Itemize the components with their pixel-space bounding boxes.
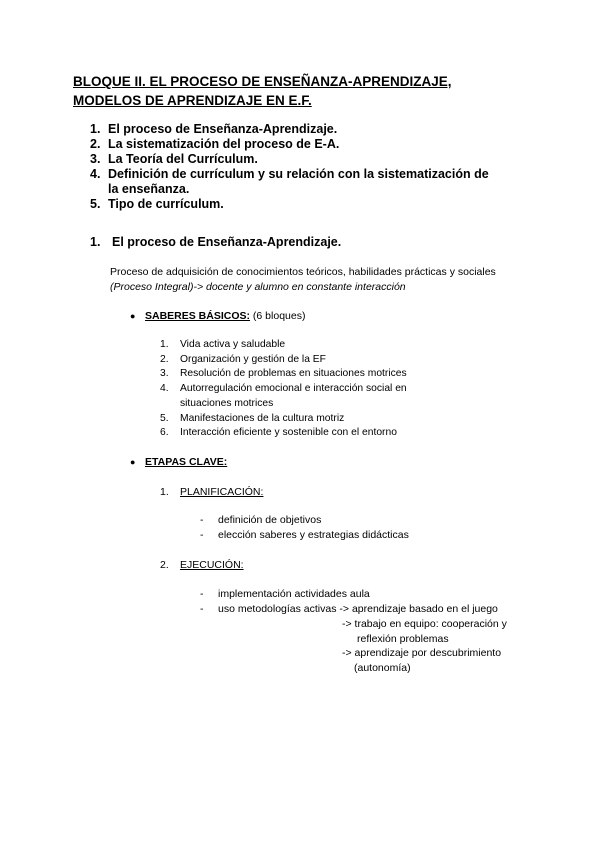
- saberes-label: SABERES BÁSICOS:: [145, 310, 251, 322]
- list-text: Autorregulación emocional e interacción social en situaciones motrices: [180, 383, 407, 409]
- stage-ejecucion: [160, 559, 244, 571]
- toc-text: Tipo de currículum.: [108, 197, 224, 211]
- intro-text: Proceso de adquisición de conocimientos teóricos, habilidades prácticas y sociales: [110, 266, 496, 278]
- toc-item: [90, 152, 490, 167]
- list-text: Resolución de problemas en situaciones motrices: [180, 368, 407, 380]
- list-number: 3.: [160, 368, 169, 380]
- bullet-icon: ●: [130, 457, 136, 467]
- stage-planificacion: [160, 486, 263, 498]
- list-number: 1.: [160, 339, 169, 350]
- dash-marker: -: [200, 603, 204, 615]
- stage-number: 2.: [160, 559, 169, 571]
- list-item: [160, 338, 520, 353]
- toc-text: El proceso de Enseñanza-Aprendizaje.: [108, 122, 338, 136]
- section-heading: [90, 235, 341, 249]
- sub-item-line: -> trabajo en equipo: cooperación y: [342, 618, 507, 630]
- saberes-heading: [130, 310, 305, 322]
- toc-number: 1.: [90, 122, 101, 136]
- document-title: [73, 72, 543, 110]
- list-item: [200, 529, 409, 541]
- toc-item: [90, 197, 490, 212]
- toc-number: 3.: [90, 152, 101, 166]
- list-number: 6.: [160, 427, 169, 439]
- sub-item-line: (autonomía): [354, 662, 411, 674]
- etapas-heading: [130, 456, 227, 468]
- sub-item-line: -> aprendizaje por descubrimiento: [342, 647, 502, 659]
- toc-number: 5.: [90, 197, 101, 211]
- list-number: 5.: [160, 412, 169, 424]
- list-item: [160, 367, 520, 382]
- stage-label: PLANIFICACIÓN:: [180, 486, 264, 498]
- toc-text: La sistematización del proceso de E-A.: [108, 137, 340, 151]
- title-line-1: BLOQUE II. EL PROCESO DE ENSEÑANZA-APRENDIZAJE,: [73, 74, 452, 89]
- toc-text: La Teoría del Currículum.: [108, 152, 258, 166]
- sub-item-descubrimiento: [342, 646, 501, 676]
- toc-item: [90, 122, 490, 137]
- saberes-list: [160, 338, 520, 441]
- list-item: [200, 603, 498, 615]
- list-text: Vida activa y saludable: [180, 339, 286, 350]
- toc-number: 4.: [90, 167, 101, 181]
- list-text: definición de objetivos: [218, 514, 322, 526]
- list-number: 4.: [160, 383, 169, 395]
- toc-item: [90, 167, 490, 197]
- toc-text: Definición de currículum y su relación con la sistematización de la enseñanza.: [108, 167, 489, 196]
- dash-marker: -: [200, 588, 204, 600]
- section-intro: [110, 265, 530, 295]
- list-item: [160, 426, 520, 441]
- list-item: [200, 588, 370, 600]
- etapas-label: ETAPAS CLAVE:: [145, 456, 228, 468]
- dash-marker: -: [200, 514, 204, 526]
- toc-item: [90, 137, 490, 152]
- toc-number: 2.: [90, 137, 101, 151]
- list-number: 2.: [160, 353, 169, 365]
- list-text: implementación actividades aula: [218, 588, 370, 600]
- stage-label: EJECUCIÓN:: [180, 559, 244, 571]
- table-of-contents: [90, 122, 490, 212]
- sub-item-line: reflexión problemas: [357, 633, 449, 645]
- stage-number: 1.: [160, 486, 169, 498]
- section-number: 1.: [90, 235, 101, 249]
- list-item: [160, 382, 520, 411]
- list-text: Organización y gestión de la EF: [180, 353, 326, 365]
- list-text: uso metodologías activas -> aprendizaje basado en el juego: [218, 603, 498, 615]
- list-item: [160, 412, 520, 427]
- list-item: [160, 353, 520, 368]
- intro-italic-text: (Proceso Integral)-> docente y alumno en constante interacción: [110, 281, 406, 293]
- title-line-2: MODELOS DE APRENDIZAJE EN E.F.: [73, 93, 312, 108]
- bullet-icon: ●: [130, 311, 136, 321]
- section-title: El proceso de Enseñanza-Aprendizaje.: [112, 235, 342, 249]
- saberes-note: (6 bloques): [250, 310, 306, 322]
- sub-item-trabajo-equipo: [342, 617, 507, 647]
- list-text: elección saberes y estrategias didácticas: [218, 529, 409, 541]
- list-item: [200, 514, 321, 526]
- list-text: Interacción eficiente y sostenible con el entorno: [180, 427, 397, 439]
- list-text: Manifestaciones de la cultura motriz: [180, 412, 345, 424]
- dash-marker: -: [200, 529, 204, 541]
